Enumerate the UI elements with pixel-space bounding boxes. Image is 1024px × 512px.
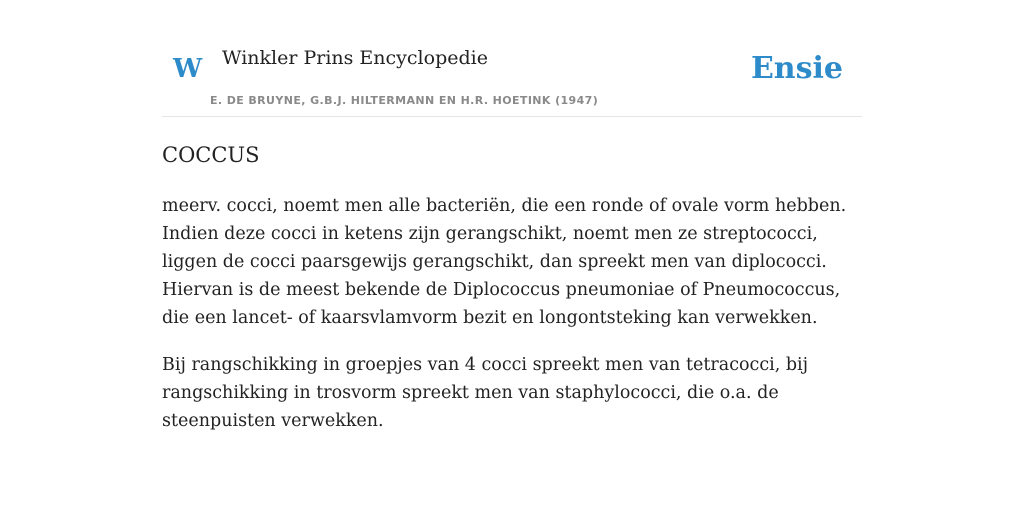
encyclopedia-authors: E. DE BRUYNE, G.B.J. HILTERMANN EN H.R. HOETINK (1947) xyxy=(210,94,599,107)
article-body xyxy=(162,192,862,454)
encyclopedia-header xyxy=(162,0,862,117)
ensie-brand-logo[interactable]: Ensie xyxy=(750,51,843,86)
page-container xyxy=(162,0,862,431)
article-paragraph-2: Bij rangschikking in groepjes van 4 cocci spreekt men van tetracocci, bij rangschikking in trosvorm spreekt men van staphylococci, die o.a. de steenpuisten verwekken. xyxy=(162,355,809,431)
article-title: COCCUS xyxy=(162,143,260,167)
encyclopedia-title[interactable]: Winkler Prins Encyclopedie xyxy=(222,47,488,69)
winkler-prins-logo[interactable]: W xyxy=(173,54,203,84)
article-paragraph-1: meerv. cocci, noemt men alle bacteriën, die een ronde of ovale vorm hebben. Indien deze cocci in ketens zijn gerangschikt, noemt men ze streptococci, liggen de cocci paarsgewijs gerangschikt, dan spreekt men van diplococci. Hiervan is de meest bekende de Diplococcus pneumoniae of Pneumococcus, die een lancet- of kaarsvlamvorm bezit en longontsteking kan verwekken. xyxy=(162,196,847,328)
